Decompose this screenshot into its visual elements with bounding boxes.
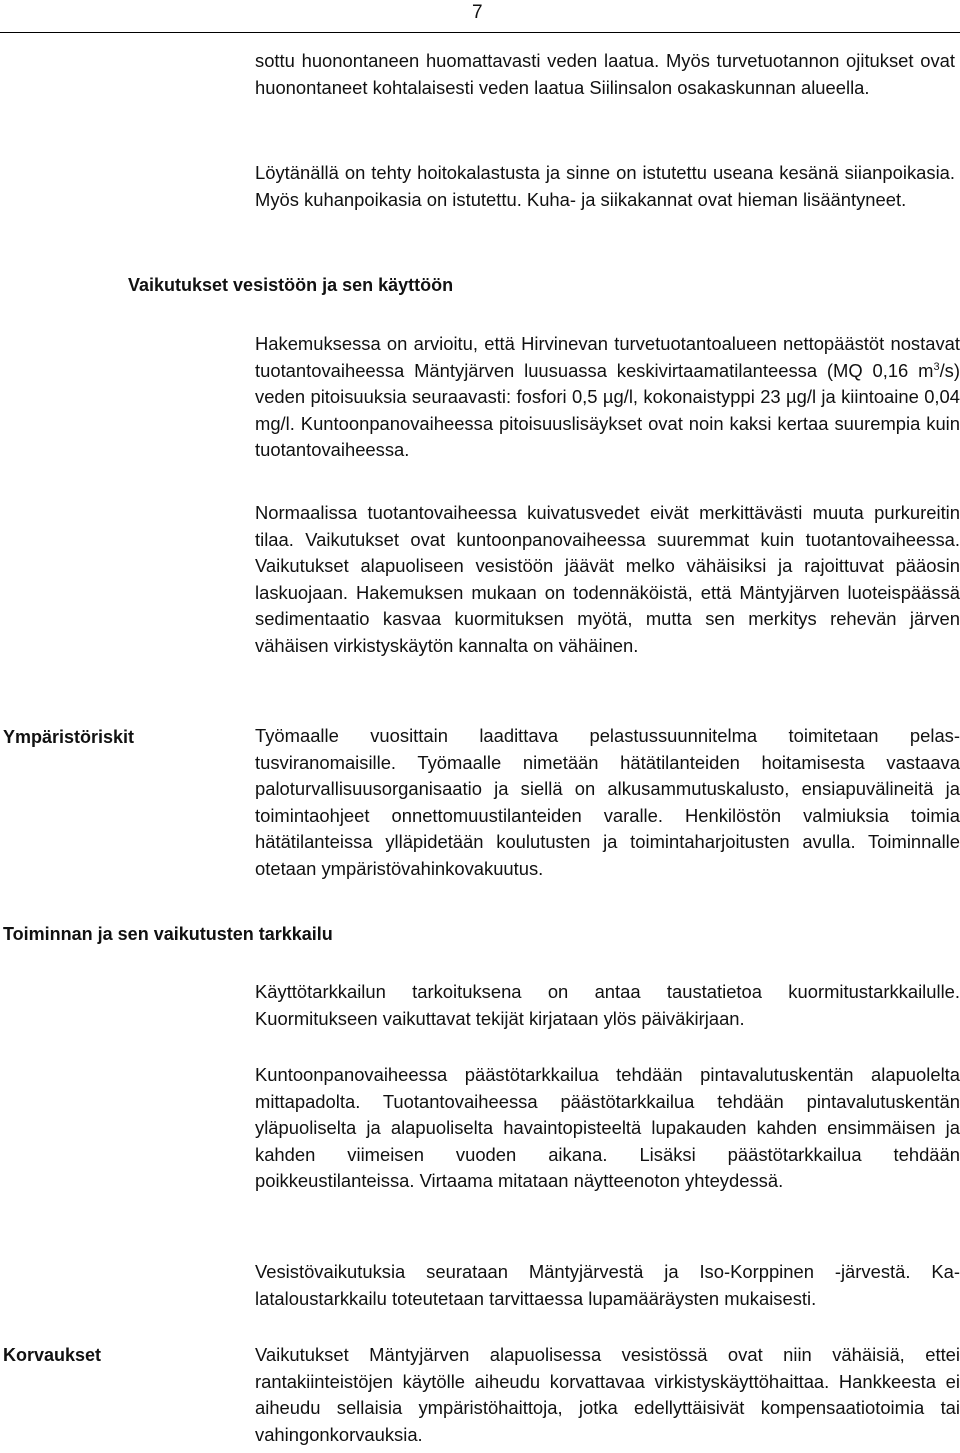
intro-paragraph-1: sottu huonontaneen huomattavasti veden laatua. Myös turvetuotannon ojitukset ovat huonontaneet kohtalaisesti veden laatua Siilinsalon osakaskunnan alueella.: [255, 50, 955, 98]
vaikutukset-paragraph-2: Normaalissa tuotantovaiheessa kuivatusvedet eivät merkittävästi muuta purkureitin tilaa. Vaikutukset ovat kuntoonpanovaiheessa suuremmat kuin tuotantovaiheessa. Vaikutukset alapuoliseen vesistöön jäävät melko vähäisiksi ja rajoittuvat pääosin laskuojaan. Hakemuksen mukaan on todennäköistä, että Mäntyjärven luoteispäässä sedimentaatio kasvaa kuormituksen myötä, mutta sen merkitys rehevän järven vähäisen virkistyskäytön kannalta on vähäinen.: [255, 502, 960, 656]
section-heading-vaikutukset: Vaikutukset vesistöön ja sen käyttöön: [128, 275, 454, 295]
tarkkailu-paragraph-3: Vesistövaikutuksia seurataan Mäntyjärvestä ja Iso-Korppinen -järvestä. Kalataloustarkkailu toteutetaan tarvittaessa lupamääräysten mukaisesti.: [255, 1261, 960, 1309]
header-rule: [0, 32, 960, 33]
tarkkailu-paragraph-2: Kuntoonpanovaiheessa päästötarkkailua tehdään pintavalutuskentän alapuolelta mittapadolta. Tuotantovaiheessa päästötarkkailua tehdään pintavalutuskentän yläpuoliselta ja alapuoliselta havaintopisteeltä lupakauden kahden ensimmäisen ja kahden viimeisen vuoden aikana. Lisäksi päästötarkkailua tehdään poikkeustilanteissa. Virtaama mitataan näytteenoton yhteydessä.: [255, 1064, 960, 1191]
superscript-exponent: 3: [933, 360, 940, 373]
intro-paragraph-2: Löytänällä on tehty hoitokalastusta ja sinne on istutettu useana kesänä siianpoikasia. Myös kuhanpoikasia on istutettu. Kuha- ja siikakannat ovat hieman lisääntyneet.: [255, 162, 955, 210]
section-heading-ymparistoriskit: Ympäristöriskit: [3, 727, 135, 747]
ymparistoriskit-paragraph-1: Työmaalle vuosittain laadittava pelastussuunnitelma toimitetaan pelastusviranomaisille. Työmaalle nimetään hätätilanteiden hoitamisesta vastaava paloturvallisuusorganisaatio ja siellä on alkusammutuskalusto, ensiapuvälineitä ja toimintaohjeet onnettomuustilanteiden varalle. Henkilöstön valmiuksia toimia hätätilanteissa ylläpidetään koulutusten ja toimintaharjoitusten avulla. Toiminnalle otetaan ympäristövahinkovakuutus.: [255, 725, 960, 879]
tarkkailu-paragraph-1: Käyttötarkkailun tarkoituksena on antaa taustatietoa kuormitustarkkailulle. Kuormitukseen vaikuttavat tekijät kirjataan ylös päiväkirjaan.: [255, 981, 960, 1029]
page-number: 7: [472, 2, 483, 23]
korvaukset-paragraph-1: Vaikutukset Mäntyjärven alapuolisessa vesistössä ovat niin vähäisiä, ettei rantakiinteistöjen käytölle aiheudu korvattavaa virkistyskäyttöhaittaa. Hankkeesta ei aiheudu sellaisia ympäristöhaittoja, jotka edellyttäisivät kompensaatiotoimia tai vahingonkorvauksia.: [255, 1344, 960, 1445]
section-heading-tarkkailu: Toiminnan ja sen vaikutusten tarkkailu: [3, 924, 333, 944]
section-heading-korvaukset: Korvaukset: [3, 1345, 102, 1365]
vaikutukset-paragraph-1-text-a: Hakemuksessa on arvioitu, että Hirvinevan turvetuotantoalueen nettopäästöt nostavat tuotantovaiheessa Mäntyjärven luusuassa keskivirtaamatilanteessa (MQ 0,16 m: [255, 333, 960, 381]
vaikutukset-paragraph-1-text-b: /s) veden pitoisuuksia seuraavasti: fosfori 0,5 µg/l, kokonaistyppi 23 µg/l ja kiintoaine 0,04 mg/l. Kuntoonpanovaiheessa pitoisuuslisäykset ovat noin kaksi kertaa suurempia kuin tuotantovaiheessa.: [255, 359, 960, 460]
vaikutukset-paragraph-1: [255, 331, 960, 464]
